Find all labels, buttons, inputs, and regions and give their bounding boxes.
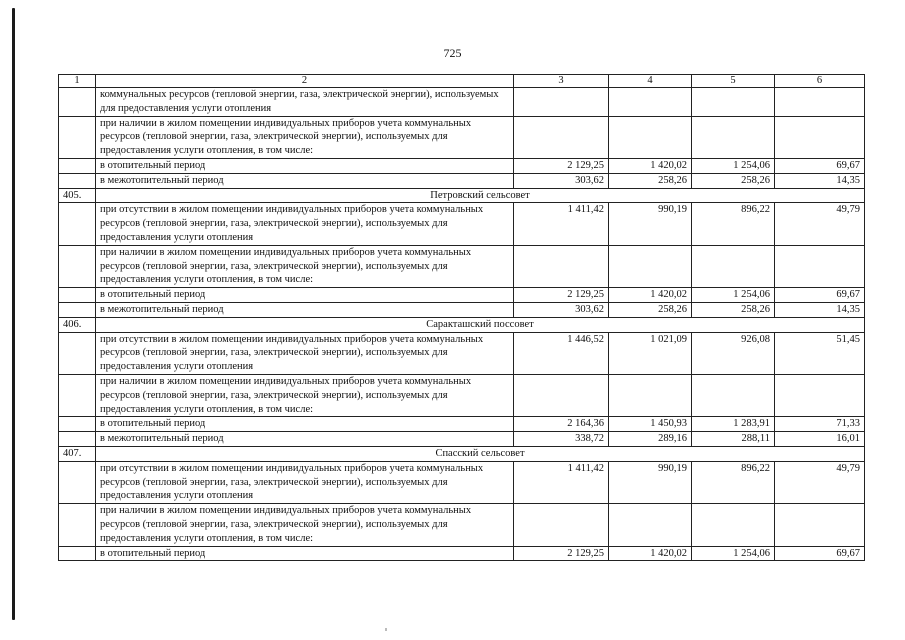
value-col-6: 49,79	[775, 203, 865, 245]
row-description: в отопительный период	[96, 417, 514, 432]
row-number-cell	[59, 88, 96, 117]
row-description: при отсутствии в жилом помещении индивидуальных приборов учета коммунальных ресурсов (тепловой энергии, газа, электрической энергии), используемых для предоставления услуги отопления	[96, 203, 514, 245]
table-row	[59, 504, 865, 546]
table-row	[59, 332, 865, 374]
value-col-3: 338,72	[514, 432, 609, 447]
section-name: Спасский сельсовет	[96, 446, 865, 461]
header-cell: 3	[514, 75, 609, 88]
value-col-3	[514, 245, 609, 287]
value-col-6: 69,67	[775, 158, 865, 173]
table-row	[59, 245, 865, 287]
value-col-6	[775, 245, 865, 287]
value-col-5: 1 254,06	[692, 288, 775, 303]
value-col-5	[692, 504, 775, 546]
value-col-4: 990,19	[609, 203, 692, 245]
value-col-4	[609, 374, 692, 416]
value-col-4: 1 420,02	[609, 158, 692, 173]
value-col-5	[692, 88, 775, 117]
value-col-3: 2 164,36	[514, 417, 609, 432]
row-number-cell	[59, 432, 96, 447]
row-number-cell	[59, 461, 96, 503]
value-col-4: 289,16	[609, 432, 692, 447]
value-col-6: 14,35	[775, 302, 865, 317]
row-description: коммунальных ресурсов (тепловой энергии, газа, электрической энергии), используемых для предоставления услуги отопления	[96, 88, 514, 117]
value-col-4	[609, 88, 692, 117]
value-col-6: 69,67	[775, 546, 865, 561]
row-number-cell	[59, 504, 96, 546]
scan-edge-line	[12, 8, 15, 620]
value-col-6: 51,45	[775, 332, 865, 374]
table-row	[59, 374, 865, 416]
row-number-cell	[59, 374, 96, 416]
value-col-4: 258,26	[609, 302, 692, 317]
value-col-4: 1 021,09	[609, 332, 692, 374]
header-cell: 5	[692, 75, 775, 88]
row-number-cell	[59, 546, 96, 561]
value-col-5: 288,11	[692, 432, 775, 447]
header-cell: 6	[775, 75, 865, 88]
row-number-cell	[59, 158, 96, 173]
value-col-5: 258,26	[692, 302, 775, 317]
value-col-5: 1 254,06	[692, 546, 775, 561]
row-description: при отсутствии в жилом помещении индивидуальных приборов учета коммунальных ресурсов (тепловой энергии, газа, электрической энергии), используемых для предоставления услуги отопления	[96, 332, 514, 374]
row-number-cell	[59, 417, 96, 432]
row-number-cell	[59, 203, 96, 245]
value-col-4: 1 450,93	[609, 417, 692, 432]
section-number: 405.	[59, 188, 96, 203]
row-description: при наличии в жилом помещении индивидуальных приборов учета коммунальных ресурсов (тепловой энергии, газа, электрической энергии), используемых для предоставления услуги отопления, в том числе:	[96, 504, 514, 546]
value-col-6	[775, 504, 865, 546]
value-col-5: 926,08	[692, 332, 775, 374]
value-col-3: 2 129,25	[514, 546, 609, 561]
table-row	[59, 461, 865, 503]
value-col-4	[609, 116, 692, 158]
header-row	[59, 75, 865, 88]
value-col-4: 258,26	[609, 173, 692, 188]
value-col-3	[514, 88, 609, 117]
value-col-5	[692, 116, 775, 158]
value-col-6: 14,35	[775, 173, 865, 188]
row-description: при наличии в жилом помещении индивидуальных приборов учета коммунальных ресурсов (тепловой энергии, газа, электрической энергии), используемых для предоставления услуги отопления, в том числе:	[96, 374, 514, 416]
value-col-5: 1 254,06	[692, 158, 775, 173]
table-row	[59, 432, 865, 447]
table-row	[59, 203, 865, 245]
value-col-3: 303,62	[514, 173, 609, 188]
row-description: при отсутствии в жилом помещении индивидуальных приборов учета коммунальных ресурсов (тепловой энергии, газа, электрической энергии), используемых для предоставления услуги отопления	[96, 461, 514, 503]
value-col-3	[514, 504, 609, 546]
row-number-cell	[59, 245, 96, 287]
table-row	[59, 288, 865, 303]
value-col-3: 1 446,52	[514, 332, 609, 374]
table-row	[59, 546, 865, 561]
row-description: в межотопительный период	[96, 173, 514, 188]
row-number-cell	[59, 302, 96, 317]
table-row	[59, 173, 865, 188]
value-col-3: 2 129,25	[514, 288, 609, 303]
row-description: в отопительный период	[96, 546, 514, 561]
section-name: Саракташский поссовет	[96, 317, 865, 332]
value-col-6: 69,67	[775, 288, 865, 303]
row-description: в межотопительный период	[96, 432, 514, 447]
row-description: в отопительный период	[96, 288, 514, 303]
row-description: в межотопительный период	[96, 302, 514, 317]
value-col-4	[609, 504, 692, 546]
section-header-row	[59, 188, 865, 203]
tariff-table-body	[59, 75, 865, 561]
section-header-row	[59, 446, 865, 461]
value-col-4: 1 420,02	[609, 288, 692, 303]
page-number: 725	[443, 46, 462, 60]
table-row	[59, 116, 865, 158]
row-description: при наличии в жилом помещении индивидуальных приборов учета коммунальных ресурсов (тепловой энергии, газа, электрической энергии), используемых для предоставления услуги отопления, в том числе:	[96, 245, 514, 287]
tariff-table	[58, 74, 865, 561]
value-col-5: 896,22	[692, 203, 775, 245]
table-row	[59, 88, 865, 117]
value-col-5: 896,22	[692, 461, 775, 503]
table-row	[59, 302, 865, 317]
value-col-6	[775, 116, 865, 158]
row-number-cell	[59, 116, 96, 158]
value-col-3: 2 129,25	[514, 158, 609, 173]
header-cell: 1	[59, 75, 96, 88]
value-col-6: 49,79	[775, 461, 865, 503]
value-col-3	[514, 374, 609, 416]
section-name: Петровский сельсовет	[96, 188, 865, 203]
value-col-3: 1 411,42	[514, 461, 609, 503]
value-col-6	[775, 374, 865, 416]
value-col-6: 16,01	[775, 432, 865, 447]
section-header-row	[59, 317, 865, 332]
header-cell: 4	[609, 75, 692, 88]
value-col-4	[609, 245, 692, 287]
value-col-5: 1 283,91	[692, 417, 775, 432]
value-col-6	[775, 88, 865, 117]
value-col-3: 303,62	[514, 302, 609, 317]
header-cell: 2	[96, 75, 514, 88]
value-col-5	[692, 374, 775, 416]
row-number-cell	[59, 332, 96, 374]
row-number-cell	[59, 173, 96, 188]
section-number: 407.	[59, 446, 96, 461]
value-col-5	[692, 245, 775, 287]
value-col-3: 1 411,42	[514, 203, 609, 245]
value-col-4: 1 420,02	[609, 546, 692, 561]
value-col-4: 990,19	[609, 461, 692, 503]
value-col-5: 258,26	[692, 173, 775, 188]
scan-speck	[385, 628, 387, 631]
row-description: в отопительный период	[96, 158, 514, 173]
value-col-6: 71,33	[775, 417, 865, 432]
value-col-3	[514, 116, 609, 158]
row-description: при наличии в жилом помещении индивидуальных приборов учета коммунальных ресурсов (тепловой энергии, газа, электрической энергии), используемых для предоставления услуги отопления, в том числе:	[96, 116, 514, 158]
section-number: 406.	[59, 317, 96, 332]
table-row	[59, 417, 865, 432]
row-number-cell	[59, 288, 96, 303]
table-row	[59, 158, 865, 173]
